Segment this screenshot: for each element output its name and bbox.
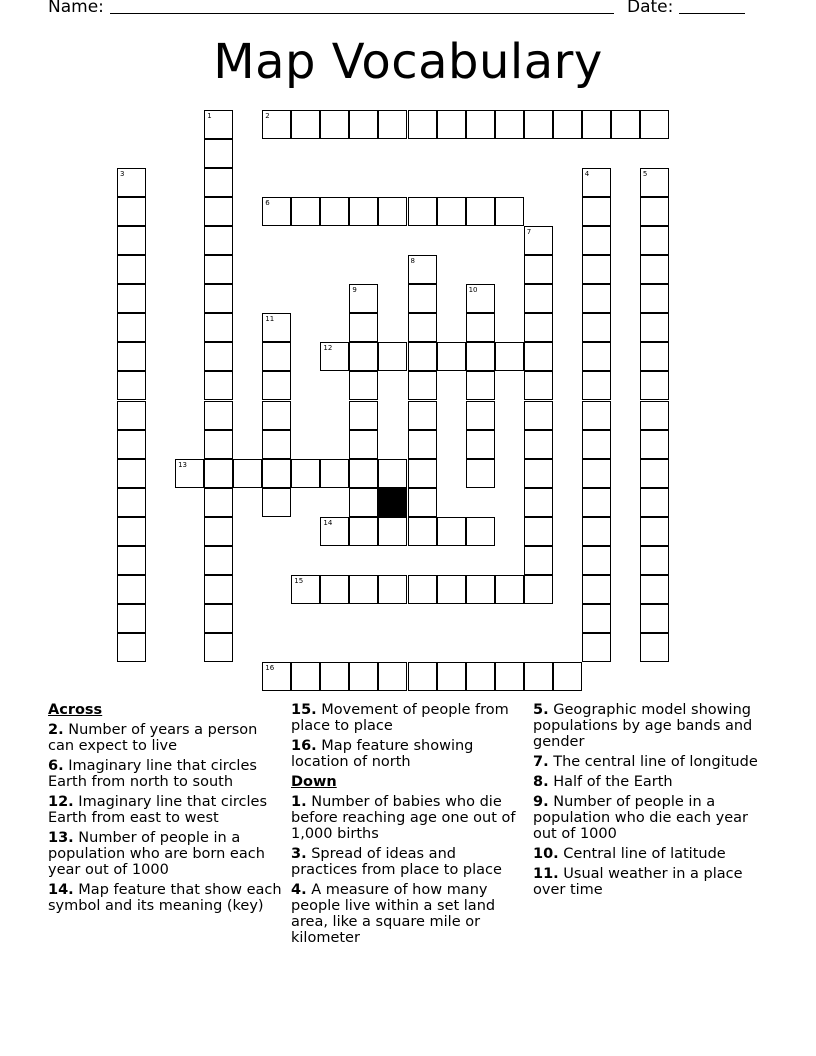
- grid-cell[interactable]: [349, 371, 378, 400]
- grid-cell[interactable]: [524, 371, 553, 400]
- grid-cell[interactable]: [320, 459, 349, 488]
- down-heading: Down: [291, 774, 337, 790]
- grid-cell[interactable]: [437, 662, 466, 691]
- grid-cell[interactable]: [640, 284, 669, 313]
- grid-cell[interactable]: [204, 168, 233, 197]
- grid-cell[interactable]: [582, 226, 611, 255]
- grid-cell[interactable]: [349, 342, 378, 371]
- grid-cell[interactable]: [349, 284, 378, 313]
- grid-cell[interactable]: [262, 342, 291, 371]
- grid-cell[interactable]: [204, 430, 233, 459]
- grid-cell[interactable]: [204, 284, 233, 313]
- grid-cell[interactable]: [524, 110, 553, 139]
- grid-cell[interactable]: [524, 459, 553, 488]
- grid-cell[interactable]: [378, 662, 407, 691]
- clue-down-10: 10. Central line of latitude: [533, 846, 726, 862]
- grid-cell[interactable]: [553, 110, 582, 139]
- grid-cell[interactable]: [524, 430, 553, 459]
- grid-cell[interactable]: [117, 226, 146, 255]
- clues-column-2: [291, 702, 526, 950]
- grid-cell[interactable]: [582, 197, 611, 226]
- grid-cell[interactable]: [408, 284, 437, 313]
- grid-cell[interactable]: [262, 430, 291, 459]
- grid-cell[interactable]: [408, 255, 437, 284]
- grid-cell[interactable]: [117, 604, 146, 633]
- clue-across-2: 2. Number of years a person can expect to live: [48, 722, 258, 754]
- grid-cell[interactable]: [408, 575, 437, 604]
- grid-cell[interactable]: [582, 430, 611, 459]
- grid-cell[interactable]: [117, 371, 146, 400]
- clue-down-11: 11. Usual weather in a place over time: [533, 866, 743, 898]
- grid-cell[interactable]: [204, 546, 233, 575]
- grid-cell[interactable]: [466, 662, 495, 691]
- grid-cell[interactable]: [408, 517, 437, 546]
- clue-across-14: 14. Map feature that show each symbol and its meaning (key): [48, 882, 282, 914]
- grid-cell[interactable]: [466, 459, 495, 488]
- grid-cell[interactable]: [117, 401, 146, 430]
- grid-cell[interactable]: [408, 371, 437, 400]
- grid-cell[interactable]: [640, 517, 669, 546]
- grid-cell[interactable]: [175, 459, 204, 488]
- grid-cell[interactable]: [466, 197, 495, 226]
- grid-cell[interactable]: [204, 517, 233, 546]
- grid-cell[interactable]: [466, 401, 495, 430]
- grid-cell[interactable]: [408, 430, 437, 459]
- grid-cell[interactable]: [117, 633, 146, 662]
- grid-cell[interactable]: [524, 255, 553, 284]
- grid-cell[interactable]: [582, 110, 611, 139]
- clues-column-1: [48, 702, 283, 918]
- grid-cell[interactable]: [640, 430, 669, 459]
- grid-cell[interactable]: [582, 633, 611, 662]
- grid-cell[interactable]: [582, 313, 611, 342]
- grid-cell[interactable]: [320, 110, 349, 139]
- clue-down-8: 8. Half of the Earth: [533, 774, 673, 790]
- grid-cell[interactable]: [117, 313, 146, 342]
- grid-cell[interactable]: [640, 459, 669, 488]
- grid-cell[interactable]: [466, 371, 495, 400]
- date-label: Date:: [627, 0, 674, 17]
- across-heading: Across: [48, 702, 103, 718]
- clue-down-1: 1. Number of babies who die before reaching age one out of 1,000 births: [291, 794, 516, 842]
- grid-cell[interactable]: [582, 459, 611, 488]
- grid-cell[interactable]: [640, 371, 669, 400]
- grid-cell[interactable]: [117, 517, 146, 546]
- grid-cell[interactable]: [582, 255, 611, 284]
- grid-cell[interactable]: [262, 488, 291, 517]
- cell-number: 8: [410, 257, 415, 266]
- grid-cell[interactable]: [291, 197, 320, 226]
- grid-cell[interactable]: [204, 197, 233, 226]
- grid-cell[interactable]: [582, 371, 611, 400]
- cell-number: 6: [265, 199, 270, 208]
- grid-cell[interactable]: [349, 401, 378, 430]
- grid-cell[interactable]: [262, 313, 291, 342]
- grid-cell[interactable]: [640, 546, 669, 575]
- grid-cell[interactable]: [117, 430, 146, 459]
- grid-cell[interactable]: [117, 168, 146, 197]
- grid-cell[interactable]: [524, 488, 553, 517]
- grid-cell[interactable]: [640, 633, 669, 662]
- grid-cell[interactable]: [640, 342, 669, 371]
- grid-cell[interactable]: [320, 342, 349, 371]
- grid-cell[interactable]: [117, 546, 146, 575]
- grid-cell[interactable]: [204, 255, 233, 284]
- grid-cell[interactable]: [437, 575, 466, 604]
- grid-cell[interactable]: [640, 197, 669, 226]
- grid-cell[interactable]: [349, 517, 378, 546]
- clue-across-16: 16. Map feature showing location of north: [291, 738, 474, 770]
- grid-cell[interactable]: [495, 575, 524, 604]
- cell-number: 1: [207, 112, 212, 120]
- grid-cell[interactable]: [582, 517, 611, 546]
- grid-cell[interactable]: [466, 110, 495, 139]
- grid-cell[interactable]: [640, 604, 669, 633]
- grid-cell[interactable]: [437, 517, 466, 546]
- clue-across-6: 6. Imaginary line that circles Earth from north to south: [48, 758, 257, 790]
- grid-cell[interactable]: [233, 459, 262, 488]
- grid-cell[interactable]: [117, 255, 146, 284]
- grid-cell[interactable]: [582, 546, 611, 575]
- grid-cell[interactable]: [524, 546, 553, 575]
- grid-cell[interactable]: [437, 110, 466, 139]
- grid-cell[interactable]: [378, 342, 407, 371]
- grid-cell[interactable]: [466, 575, 495, 604]
- grid-cell[interactable]: [320, 575, 349, 604]
- cell-number: 12: [323, 344, 333, 353]
- grid-cell[interactable]: [204, 575, 233, 604]
- grid-cell[interactable]: [117, 197, 146, 226]
- grid-cell[interactable]: [582, 168, 611, 197]
- grid-cell[interactable]: [495, 197, 524, 226]
- clues-column-3: [533, 702, 768, 902]
- clue-down-7: 7. The central line of longitude: [533, 754, 758, 770]
- grid-cell[interactable]: [524, 662, 553, 691]
- grid-cell[interactable]: [204, 110, 233, 139]
- black-square: [378, 488, 407, 517]
- grid-cell[interactable]: [204, 488, 233, 517]
- grid-cell[interactable]: [204, 342, 233, 371]
- clue-down-5: 5. Geographic model showing populations by age bands and gender: [533, 702, 753, 750]
- clue-down-3: 3. Spread of ideas and practices from place to place: [291, 846, 502, 878]
- grid-cell[interactable]: [349, 430, 378, 459]
- grid-cell[interactable]: [640, 313, 669, 342]
- grid-cell[interactable]: [408, 488, 437, 517]
- grid-cell[interactable]: [524, 575, 553, 604]
- grid-cell[interactable]: [524, 517, 553, 546]
- grid-cell[interactable]: [117, 284, 146, 313]
- clue-across-12: 12. Imaginary line that circles Earth from east to west: [48, 794, 267, 826]
- grid-cell[interactable]: [582, 575, 611, 604]
- grid-cell[interactable]: [524, 226, 553, 255]
- clue-down-4: 4. A measure of how many people live within a set land area, like a square mile or kilometer: [291, 882, 496, 946]
- grid-cell[interactable]: [524, 313, 553, 342]
- grid-cell[interactable]: [437, 342, 466, 371]
- grid-cell[interactable]: [553, 662, 582, 691]
- grid-cell[interactable]: [204, 401, 233, 430]
- cell-number: 5: [642, 170, 648, 179]
- grid-cell[interactable]: [495, 110, 524, 139]
- grid-cell[interactable]: [204, 139, 233, 168]
- grid-cell[interactable]: [640, 401, 669, 430]
- grid-cell[interactable]: [349, 110, 378, 139]
- page-title: Map Vocabulary: [213, 34, 603, 90]
- grid-cell[interactable]: [408, 313, 437, 342]
- grid-cell[interactable]: [378, 197, 407, 226]
- cell-number: 2: [265, 112, 270, 120]
- cell-number: 11: [265, 315, 275, 324]
- grid-cell[interactable]: [466, 342, 495, 371]
- grid-cell[interactable]: [117, 459, 146, 488]
- cell-number: 10: [468, 286, 478, 295]
- grid-cell[interactable]: [349, 459, 378, 488]
- grid-cell[interactable]: [204, 226, 233, 255]
- grid-cell[interactable]: [582, 488, 611, 517]
- grid-cell[interactable]: [495, 662, 524, 691]
- grid-cell[interactable]: [204, 459, 233, 488]
- grid-cell[interactable]: [640, 168, 669, 197]
- cell-number: 15: [294, 576, 304, 585]
- cell-number: 13: [178, 460, 188, 469]
- grid-cell[interactable]: [408, 459, 437, 488]
- grid-cell[interactable]: [582, 604, 611, 633]
- grid-cell[interactable]: [117, 342, 146, 371]
- grid-cell[interactable]: [582, 342, 611, 371]
- grid-cell[interactable]: [408, 662, 437, 691]
- grid-cell[interactable]: [466, 517, 495, 546]
- grid-cell[interactable]: [437, 197, 466, 226]
- grid-cell[interactable]: [524, 342, 553, 371]
- cell-number: 14: [323, 518, 333, 527]
- grid-cell[interactable]: [640, 110, 669, 139]
- cell-number: 3: [120, 170, 125, 179]
- grid-cell[interactable]: [262, 459, 291, 488]
- grid-cell[interactable]: [495, 342, 524, 371]
- grid-cell[interactable]: [640, 226, 669, 255]
- name-label: Name:: [48, 0, 104, 17]
- grid-cell[interactable]: [349, 197, 378, 226]
- grid-cell[interactable]: [291, 459, 320, 488]
- grid-cell[interactable]: [640, 488, 669, 517]
- cell-number: 9: [352, 286, 357, 295]
- grid-cell[interactable]: [204, 313, 233, 342]
- grid-cell[interactable]: [262, 197, 291, 226]
- grid-cell[interactable]: [640, 575, 669, 604]
- grid-cell[interactable]: [291, 110, 320, 139]
- grid-cell[interactable]: [378, 110, 407, 139]
- grid-cell[interactable]: [262, 401, 291, 430]
- grid-cell[interactable]: [117, 488, 146, 517]
- grid-cell[interactable]: [640, 255, 669, 284]
- grid-cell[interactable]: [408, 110, 437, 139]
- grid-cell[interactable]: [611, 110, 640, 139]
- grid-cell[interactable]: [582, 284, 611, 313]
- grid-cell[interactable]: [262, 662, 291, 691]
- grid-cell[interactable]: [320, 517, 349, 546]
- grid-cell[interactable]: [349, 313, 378, 342]
- grid-cell[interactable]: [582, 401, 611, 430]
- clue-across-15: 15. Movement of people from place to place: [291, 702, 509, 734]
- grid-cell[interactable]: [378, 575, 407, 604]
- grid-cell[interactable]: [291, 662, 320, 691]
- grid-cell[interactable]: [378, 517, 407, 546]
- grid-cell[interactable]: [349, 575, 378, 604]
- grid-cell[interactable]: [408, 342, 437, 371]
- grid-cell[interactable]: [204, 371, 233, 400]
- grid-cell[interactable]: [349, 488, 378, 517]
- grid-cell[interactable]: [466, 313, 495, 342]
- grid-cell[interactable]: [524, 284, 553, 313]
- cell-number: 7: [526, 228, 532, 237]
- grid-cell[interactable]: [291, 575, 320, 604]
- grid-cell[interactable]: [262, 110, 291, 139]
- grid-cell[interactable]: [262, 371, 291, 400]
- grid-cell[interactable]: [466, 284, 495, 313]
- grid-cell[interactable]: [204, 633, 233, 662]
- clue-across-13: 13. Number of people in a population who are born each year out of 1000: [48, 830, 265, 878]
- grid-cell[interactable]: [466, 430, 495, 459]
- clue-down-9: 9. Number of people in a population who die each year out of 1000: [533, 794, 748, 842]
- grid-cell[interactable]: [320, 662, 349, 691]
- grid-cell[interactable]: [320, 197, 349, 226]
- grid-cell[interactable]: [408, 197, 437, 226]
- grid-cell[interactable]: [117, 575, 146, 604]
- cell-number: 4: [584, 170, 590, 179]
- grid-cell[interactable]: [524, 401, 553, 430]
- grid-cell[interactable]: [204, 604, 233, 633]
- grid-cell[interactable]: [408, 401, 437, 430]
- grid-cell[interactable]: [378, 459, 407, 488]
- grid-cell[interactable]: [349, 662, 378, 691]
- cell-number: 16: [265, 664, 275, 672]
